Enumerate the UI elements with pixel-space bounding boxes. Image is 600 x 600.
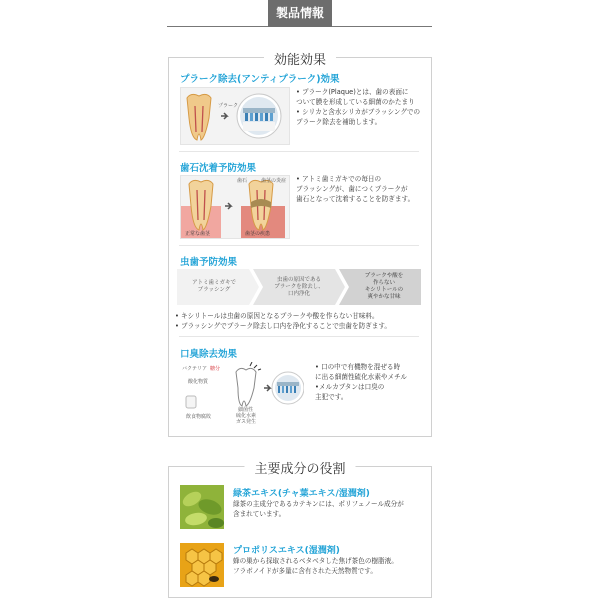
cavity-bullet: • ブラッシングでプラーク除去し口内を浄化することで虫歯を防ぎます。: [175, 322, 392, 330]
tartar-illustration: [180, 175, 290, 239]
breath-bullets: [315, 362, 407, 402]
cavity-bullets: [175, 311, 391, 331]
cavity-process-flow: [177, 269, 421, 305]
healthy-gum-label: 正常な歯茎: [185, 231, 211, 237]
breath-section-title: 口臭除去効果: [180, 349, 238, 360]
effects-box: [168, 53, 432, 437]
breath-bullet: 主犯です。: [315, 393, 348, 401]
healthy-vs-diseased-teeth-illustration: [181, 176, 289, 238]
sugar-label: 糖分: [210, 366, 221, 372]
flow-step-2: 虫歯の原因である プラークを除去し、 口内浄化: [274, 276, 324, 297]
plaque-bullet: プラーク除去を補助します。: [296, 118, 382, 126]
plaque-bullets: [296, 87, 420, 127]
plaque-section-title: プラーク除去(アンティプラーク)効果: [180, 74, 340, 85]
propolis-desc: 蜂の巣から採取されるベタベタした焦げ茶色の樹脂液。 フラボノイドが多量に含有された天然物質です。: [233, 557, 398, 575]
gum-inflammation-label: 歯茎の炎症: [261, 178, 287, 184]
flow-step-3: プラークや酸を 作らない キシリトールの 爽やかな甘味: [364, 273, 404, 300]
gas-label-line: 硫化水素: [236, 413, 257, 419]
plaque-illustration: [180, 87, 290, 145]
section-tab-product-info: 製品情報: [268, 0, 332, 27]
gum-disease-label: 歯茎の疾患: [245, 231, 271, 237]
ingredients-box: [168, 462, 432, 598]
propolis-honeycomb-image: [180, 543, 224, 587]
green-tea-desc: 緑茶の主成分であるカテキンには、ポリフェノール成分が 含まれています。: [233, 500, 404, 518]
plaque-bullet: ついて膜を形成している細菌のかたまり: [296, 98, 415, 106]
section-divider: [179, 336, 419, 337]
breath-bullet: •メルカプタンは口臭の: [315, 383, 385, 391]
bacteria-label: バクテリア: [182, 366, 208, 372]
flow-step-1: アトミ歯ミガキで ブラッシング: [191, 280, 236, 293]
propolis-title: プロポリスエキス(湿潤剤): [233, 546, 340, 556]
breath-bullet: • 口の中で有機物を混ぜる時: [315, 363, 401, 371]
green-tea-title: 緑茶エキス(チャ葉エキス/湿潤剤): [233, 489, 370, 499]
cavity-section-title: 虫歯予防効果: [180, 257, 238, 268]
effects-box-title: 効能効果: [264, 49, 336, 68]
acid-label: 酸化物質: [188, 379, 209, 385]
plaque-label: プラーク: [218, 103, 239, 109]
green-tea-leaf-image: [180, 485, 224, 529]
plaque-bullet: • シリカと含水シリカがブラッシングでの: [296, 108, 421, 116]
breath-bullet: に出る細菌性硫化水素やメチル: [315, 373, 407, 381]
cavity-bullet: • キシリトールは虫歯の原因となるプラークや酸を作らない甘味料。: [175, 312, 379, 320]
tartar-bullet: ブラッシングが、歯につくプラークが: [296, 185, 408, 193]
tartar-section-title: 歯石沈着予防効果: [180, 163, 257, 174]
tartar-bullet: • アトミ歯ミガキでの毎日の: [296, 175, 382, 183]
page-header: [0, 0, 600, 27]
tartar-bullet: 歯石となって沈着することを防ぎます。: [296, 195, 415, 203]
gas-label-line: 細菌性: [238, 407, 254, 413]
section-divider: [179, 245, 419, 246]
section-divider: [179, 151, 419, 152]
food-decay-label: 飲食物腐敗: [186, 414, 212, 420]
plaque-bullet: • プラーク(Plaque)とは、歯の表面に: [296, 88, 409, 96]
gas-label-line: ガス発生: [236, 419, 257, 425]
breath-illustration: [180, 362, 304, 424]
tartar-label: 歯石: [237, 178, 248, 184]
tartar-bullets: [296, 174, 414, 204]
tooth-and-brush-illustration: [181, 88, 289, 144]
ingredients-box-title: 主要成分の役割: [244, 458, 355, 477]
